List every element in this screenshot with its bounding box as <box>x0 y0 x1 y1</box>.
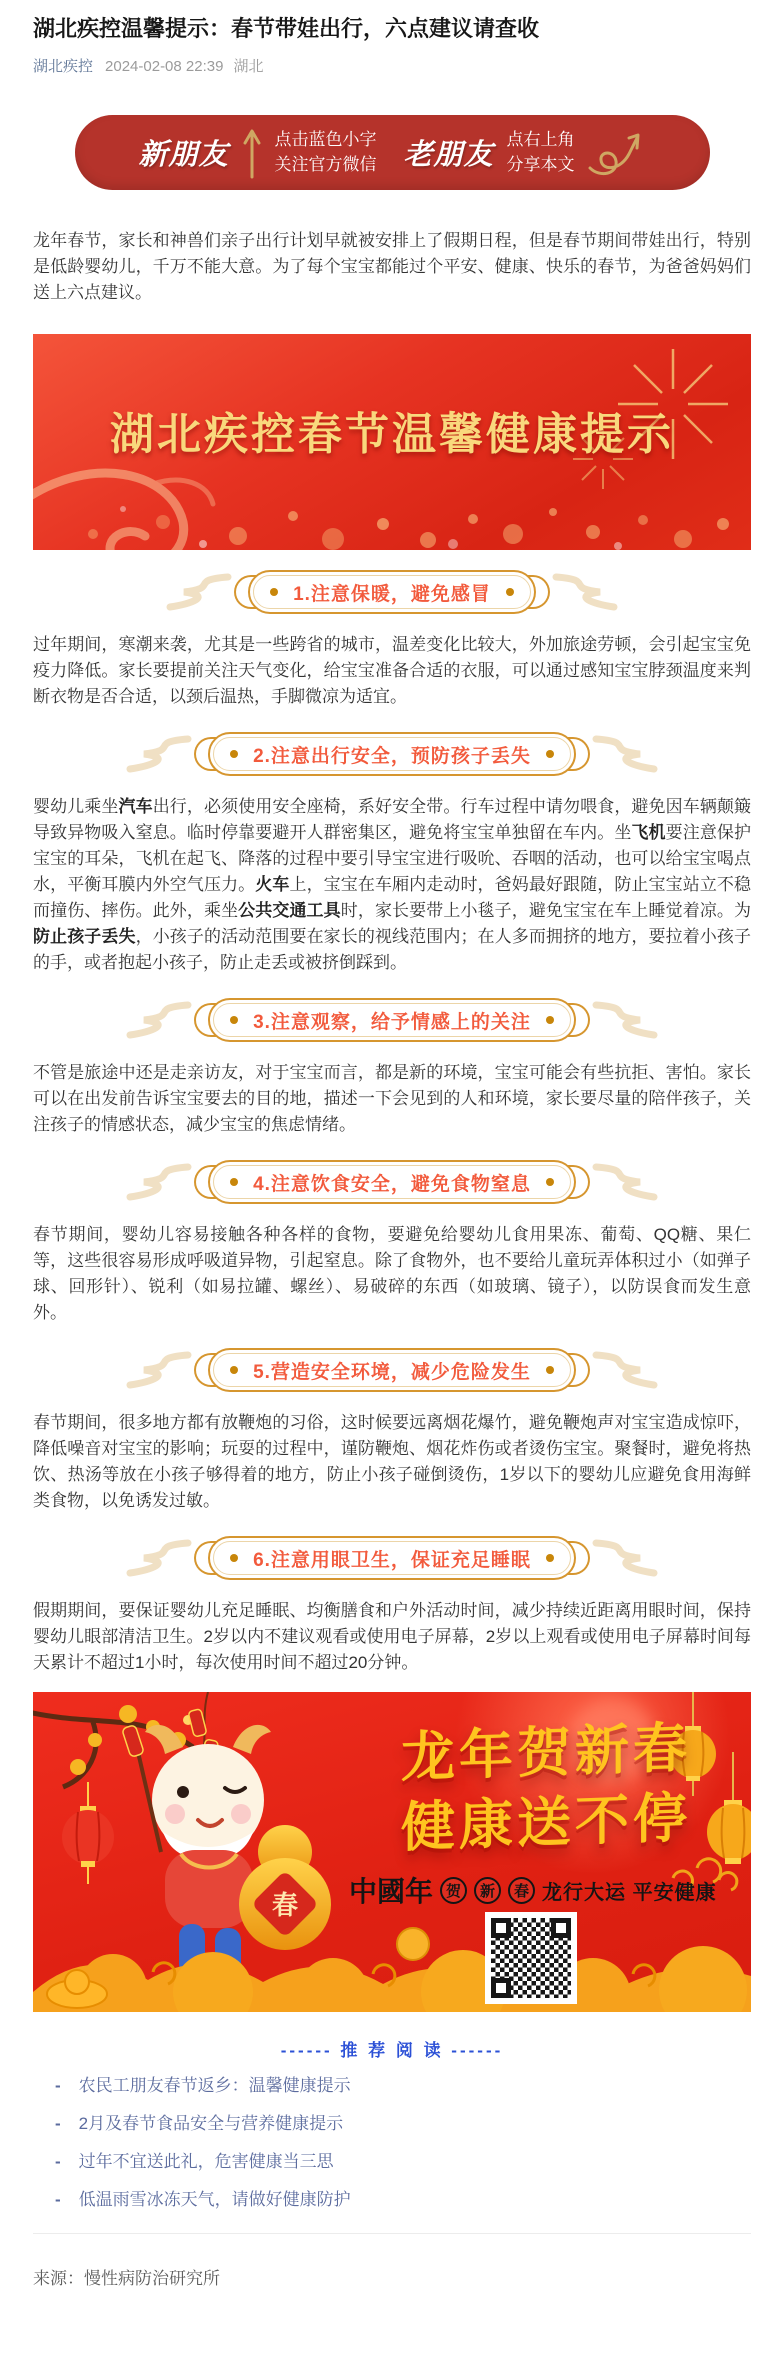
festive-title-line2: 健康送不停 <box>401 1787 691 1859</box>
recommended-link-3[interactable]: 过年不宜送此礼，危害健康当三思 <box>78 2152 334 2171</box>
list-item <box>55 2187 751 2213</box>
publish-location: 湖北 <box>233 58 264 75</box>
recommended-link-1[interactable]: 农民工朋友春节返乡：温馨健康提示 <box>78 2076 351 2095</box>
gold-clouds-illustration <box>33 1928 751 2012</box>
festive-title-line1: 龙年贺新春 <box>401 1717 691 1789</box>
old-friend-instructions: 点右上角 分享本文 <box>506 129 575 174</box>
section-paragraph-4: 春节期间，婴幼儿容易接触各种各样的食物，要避免给婴幼儿食用果冻、葡萄、QQ糖、果仁等，这些很容易形成呼吸道异物，引起窒息。除了食物外，也不要给儿童玩弄体积过小（如弹子球、回形针）、锐利（如易拉罐、螺丝）、易破碎的东西（如玻璃、镜子），以防误食而发生意外。 <box>33 1225 751 1322</box>
section-paragraph-3: 不管是旅途中还是走亲访友，对于宝宝而言，都是新的环境，宝宝可能会有些抗拒、害怕。家长可以在出发前告诉宝宝要去的目的地，描述一下会见到的人和环境，家长要尽量的陪伴孩子，关注孩子的情感状态，减少宝宝的焦虑情绪。 <box>33 1063 751 1134</box>
section-paragraph-6: 假期期间，要保证婴幼儿充足睡眠、均衡膳食和户外活动时间，减少持续近距离用眼时间，保持婴幼儿眼部清洁卫生。2岁以内不建议观看或使用电子屏幕，2岁以上观看或使用电子屏幕时间每天累计不超过1小时，每次使用时间不超过20分钟。 <box>33 1601 751 1672</box>
ribbon-right-icon <box>550 572 620 612</box>
dash-bullet: - <box>55 2114 61 2133</box>
section-heading-4: 4.注意饮食安全，避免食物窒息 <box>33 1158 751 1206</box>
section-paragraph-5: 春节期间，很多地方都有放鞭炮的习俗，这时候要远离烟花爆竹，避免鞭炮声对宝宝造成惊吓，降低噪音对宝宝的影响；玩耍的过程中，谨防鞭炮、烟花炸伤或者烫伤宝宝。聚餐时，避免将热饮、热汤等放在小孩子够得着的地方，防止小孩子碰倒烫伤，1岁以下的婴幼儿应避免食用海鲜类食物，以免诱发过敏。 <box>33 1413 751 1510</box>
ribbon-left-icon <box>124 734 194 774</box>
curly-arrow-icon <box>588 126 646 180</box>
section-heading-3: 3.注意观察，给予情感上的关注 <box>33 996 751 1044</box>
dot-icon <box>506 588 514 596</box>
ribbon-left-icon <box>124 1538 194 1578</box>
lantern-icon <box>62 1782 114 1884</box>
circled-char: 春 <box>508 1877 535 1904</box>
intro-paragraph: 龙年春节，家长和神兽们亲子出行计划早就被安排上了假期日程，但是春节期间带娃出行，特别是低龄婴幼儿，千万不能大意。为了每个宝宝都能过个平安、健康、快乐的春节，为爸爸妈妈们送上六点建议。 <box>33 231 751 302</box>
ribbon-right-icon <box>590 734 660 774</box>
festive-tagline <box>349 1870 717 1910</box>
ribbon-left-icon <box>124 1000 194 1040</box>
ribbon-left-icon <box>124 1162 194 1202</box>
dot-icon <box>546 1178 554 1186</box>
byline <box>33 56 751 77</box>
dot-icon <box>230 1366 238 1374</box>
dash-bullet: - <box>55 2076 61 2095</box>
ribbon-left-icon <box>164 572 234 612</box>
dot-icon <box>270 588 278 596</box>
source-attribution: 来源：慢性病防治研究所 <box>33 2269 220 2288</box>
section-heading-6: 6.注意用眼卫生，保证充足睡眠 <box>33 1534 751 1582</box>
ribbon-right-icon <box>590 1000 660 1040</box>
section-heading-5: 5.营造安全环境，减少危险发生 <box>33 1346 751 1394</box>
brand-seal-text: 中國年 <box>349 1877 434 1908</box>
dot-icon <box>546 750 554 758</box>
dot-icon <box>546 1366 554 1374</box>
old-friend-label: 老朋友 <box>403 139 494 171</box>
recommended-link-2[interactable]: 2月及春节食品安全与营养健康提示 <box>78 2114 344 2133</box>
festive-footer-image[interactable] <box>33 1692 751 2012</box>
recommended-reading-title: ------ 推 荐 阅 读 ------ <box>280 2041 504 2060</box>
circled-char: 贺 <box>440 1877 467 1904</box>
dot-icon <box>230 750 238 758</box>
ribbon-right-icon <box>590 1162 660 1202</box>
page-title: 湖北疾控温馨提示：春节带娃出行，六点建议请查收 <box>33 16 540 41</box>
ribbon-right-icon <box>590 1538 660 1578</box>
list-item <box>55 2149 751 2175</box>
new-friend-instructions: 点击蓝色小字 关注官方微信 <box>274 129 377 174</box>
circled-char: 新 <box>474 1877 501 1904</box>
arrow-up-icon <box>242 126 262 180</box>
dot-icon <box>546 1016 554 1024</box>
account-name-link[interactable]: 湖北疾控 <box>33 58 94 75</box>
ribbon-right-icon <box>590 1350 660 1390</box>
dot-icon <box>230 1016 238 1024</box>
hero-banner-title: 湖北疾控春节温馨健康提示 <box>110 410 674 459</box>
dash-bullet: - <box>55 2152 61 2171</box>
section-paragraph-2: 婴幼儿乘坐汽车出行，必须使用安全座椅，系好安全带。行车过程中请勿喂食，避免因车辆颠簸导致异物吸入窒息。临时停靠要避开人群密集区，避免将宝宝单独留在车内。坐飞机要注意保护宝宝的耳朵，飞机在起飞、降落的过程中要引导宝宝进行吸吮、吞咽的活动，也可以给宝宝喝点水，平衡耳膜内外空气压力。火车上，宝宝在车厢内走动时，爸妈最好跟随，防止宝宝站立不稳而撞伤、摔伤。此外，乘坐公共交通工具时，家长要带上小毯子，避免宝宝在车上睡觉着凉。为防止孩子丢失，小孩子的活动范围要在家长的视线范围内；在人多而拥挤的地方，要拉着小孩子的手，或者抱起小孩子，防止走丢或被挤倒踩到。 <box>33 797 752 972</box>
tagline-text: 龙行大运 平安健康 <box>542 1881 717 1904</box>
qr-code <box>485 1912 577 2004</box>
list-item <box>55 2073 751 2099</box>
section-heading-2: 2.注意出行安全，预防孩子丢失 <box>33 730 751 778</box>
recommended-link-4[interactable]: 低温雨雪冰冻天气，请做好健康防护 <box>78 2190 351 2209</box>
svg-text:春: 春 <box>271 1890 299 1920</box>
section-paragraph-1: 过年期间，寒潮来袭，尤其是一些跨省的城市，温差变化比较大，外加旅途劳顿，会引起宝宝免疫力降低。家长要提前关注天气变化，给宝宝准备合适的衣服，可以通过感知宝宝脖颈温度来判断衣物是否合适，以颈后温热，手脚微凉为适宜。 <box>33 635 751 706</box>
recommended-reading-list <box>33 2073 751 2213</box>
section-heading-1: 1.注意保暖，避免感冒 <box>33 568 751 616</box>
dot-icon <box>546 1554 554 1562</box>
dot-icon <box>230 1178 238 1186</box>
divider <box>33 2233 751 2234</box>
new-friend-label: 新朋友 <box>138 139 229 171</box>
dash-bullet: - <box>55 2190 61 2209</box>
hero-banner-image[interactable] <box>33 334 751 550</box>
follow-banner-image[interactable] <box>75 115 710 190</box>
list-item <box>55 2111 751 2137</box>
dot-icon <box>230 1554 238 1562</box>
ribbon-left-icon <box>124 1350 194 1390</box>
publish-date: 2024-02-08 22:39 <box>105 58 224 75</box>
